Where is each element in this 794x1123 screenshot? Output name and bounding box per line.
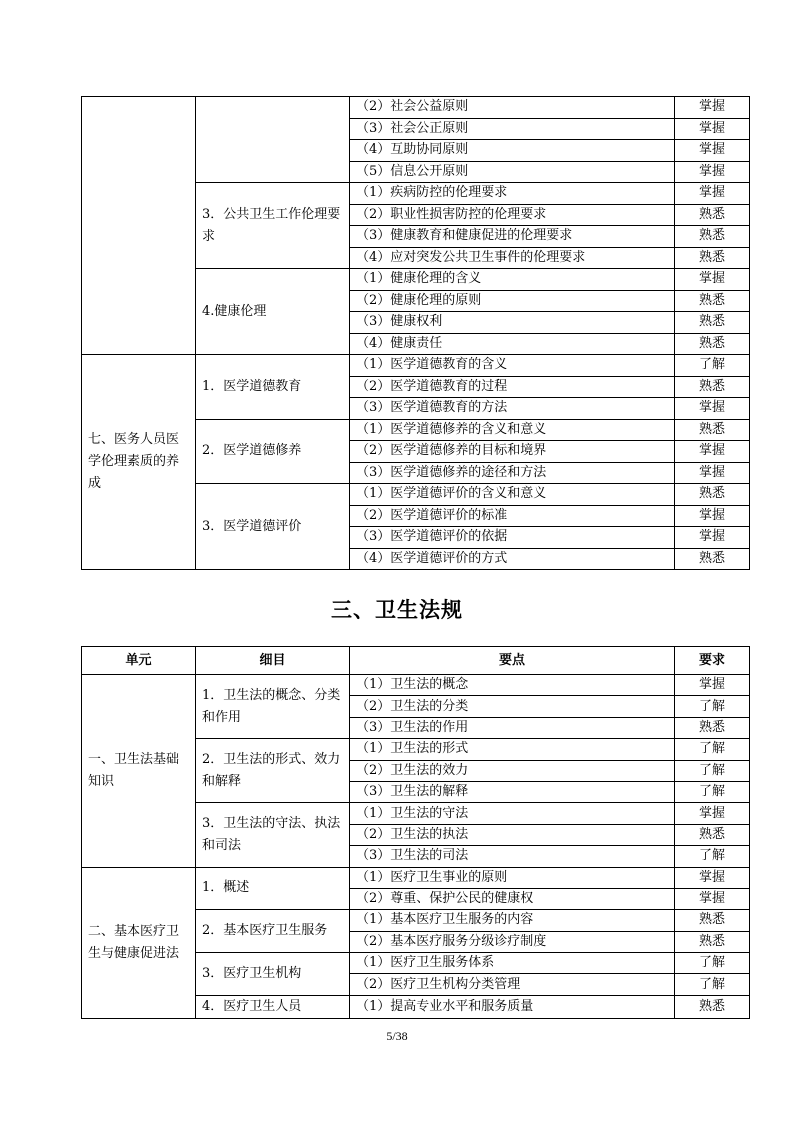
requirement-cell: 熟悉 [675, 717, 750, 738]
requirement-cell: 熟悉 [675, 995, 750, 1018]
table-header-row [82, 647, 750, 675]
point-cell: （1）医疗卫生服务体系 [350, 953, 675, 974]
requirement-cell: 了解 [675, 696, 750, 717]
requirement-cell: 掌握 [675, 118, 750, 140]
requirement-cell: 熟悉 [675, 333, 750, 355]
table-row [82, 355, 750, 377]
item-cell: 2．基本医疗卫生服务 [196, 910, 350, 953]
point-cell: （1）医疗卫生事业的原则 [350, 867, 675, 888]
point-cell: （1）卫生法的概念 [350, 675, 675, 696]
requirement-cell: 熟悉 [675, 910, 750, 931]
requirement-cell: 掌握 [675, 867, 750, 888]
requirement-cell: 了解 [675, 953, 750, 974]
requirement-cell: 掌握 [675, 888, 750, 909]
section-title: 三、卫生法规 [331, 598, 463, 622]
point-cell: （2）医学道德修养的目标和境界 [350, 441, 675, 463]
point-cell: （2）医学道德教育的过程 [350, 376, 675, 398]
requirement-cell: 了解 [675, 760, 750, 781]
requirement-cell: 掌握 [675, 527, 750, 549]
header-requirement: 要求 [675, 647, 750, 675]
table-row [82, 675, 750, 696]
requirement-cell: 掌握 [675, 462, 750, 484]
requirement-cell: 了解 [675, 355, 750, 377]
item-cell [196, 97, 350, 183]
unit-cell: 七、医务人员医学伦理素质的养成 [82, 355, 196, 570]
table-row [82, 97, 750, 119]
requirement-cell: 熟悉 [675, 824, 750, 845]
requirement-cell: 掌握 [675, 161, 750, 183]
point-cell: （3）医学道德教育的方法 [350, 398, 675, 420]
requirement-cell: 熟悉 [675, 931, 750, 952]
item-cell: 1．概述 [196, 867, 350, 910]
item-cell: 1．卫生法的概念、分类和作用 [196, 675, 350, 739]
point-cell: （2）尊重、保护公民的健康权 [350, 888, 675, 909]
point-cell: （2）卫生法的分类 [350, 696, 675, 717]
item-cell: 3．医学道德评价 [196, 484, 350, 570]
point-cell: （1）疾病防控的伦理要求 [350, 183, 675, 205]
requirement-cell: 熟悉 [675, 484, 750, 506]
ethics-table-continued [81, 96, 750, 570]
item-cell: 2．医学道德修养 [196, 419, 350, 484]
point-cell: （3）社会公正原则 [350, 118, 675, 140]
unit-cell: 一、卫生法基础知识 [82, 675, 196, 868]
requirement-cell: 熟悉 [675, 247, 750, 269]
point-cell: （2）健康伦理的原则 [350, 290, 675, 312]
requirement-cell: 掌握 [675, 803, 750, 824]
point-cell: （5）信息公开原则 [350, 161, 675, 183]
point-cell: （3）健康权利 [350, 312, 675, 334]
point-cell: （3）卫生法的司法 [350, 846, 675, 867]
requirement-cell: 掌握 [675, 398, 750, 420]
point-cell: （4）互助协同原则 [350, 140, 675, 162]
point-cell: （2）卫生法的效力 [350, 760, 675, 781]
requirement-cell: 熟悉 [675, 290, 750, 312]
item-cell: 3．卫生法的守法、执法和司法 [196, 803, 350, 867]
requirement-cell: 掌握 [675, 675, 750, 696]
item-cell: 3．医疗卫生机构 [196, 953, 350, 996]
requirement-cell: 熟悉 [675, 419, 750, 441]
point-cell: （4）应对突发公共卫生事件的伦理要求 [350, 247, 675, 269]
point-cell: （3）健康教育和健康促进的伦理要求 [350, 226, 675, 248]
header-unit: 单元 [82, 647, 196, 675]
point-cell: （4）健康责任 [350, 333, 675, 355]
point-cell: （3）卫生法的作用 [350, 717, 675, 738]
page-number: 5/38 [386, 1029, 408, 1043]
header-item: 细目 [196, 647, 350, 675]
unit-cell [82, 97, 196, 355]
header-point: 要点 [350, 647, 675, 675]
item-cell: 4.健康伦理 [196, 269, 350, 355]
point-cell: （3）医学道德修养的途径和方法 [350, 462, 675, 484]
item-cell: 3．公共卫生工作伦理要求 [196, 183, 350, 269]
point-cell: （3）医学道德评价的依据 [350, 527, 675, 549]
requirement-cell: 了解 [675, 781, 750, 802]
point-cell: （2）职业性损害防控的伦理要求 [350, 204, 675, 226]
requirement-cell: 熟悉 [675, 548, 750, 570]
point-cell: （1）医学道德修养的含义和意义 [350, 419, 675, 441]
requirement-cell: 了解 [675, 739, 750, 760]
point-cell: （1）医学道德教育的含义 [350, 355, 675, 377]
requirement-cell: 熟悉 [675, 204, 750, 226]
point-cell: （2）医学道德评价的标准 [350, 505, 675, 527]
requirement-cell: 掌握 [675, 97, 750, 119]
requirement-cell: 掌握 [675, 269, 750, 291]
requirement-cell: 掌握 [675, 140, 750, 162]
requirement-cell: 掌握 [675, 183, 750, 205]
table-row [82, 867, 750, 888]
point-cell: （2）基本医疗服务分级诊疗制度 [350, 931, 675, 952]
point-cell: （1）医学道德评价的含义和意义 [350, 484, 675, 506]
point-cell: （2）医疗卫生机构分类管理 [350, 974, 675, 995]
unit-cell: 二、基本医疗卫生与健康促进法 [82, 867, 196, 1018]
item-cell: 1．医学道德教育 [196, 355, 350, 420]
requirement-cell: 了解 [675, 846, 750, 867]
requirement-cell: 掌握 [675, 505, 750, 527]
point-cell: （2）社会公益原则 [350, 97, 675, 119]
point-cell: （3）卫生法的解释 [350, 781, 675, 802]
requirement-cell: 熟悉 [675, 312, 750, 334]
point-cell: （4）医学道德评价的方式 [350, 548, 675, 570]
health-law-table [81, 646, 750, 1019]
requirement-cell: 熟悉 [675, 226, 750, 248]
point-cell: （1）提高专业水平和服务质量 [350, 995, 675, 1018]
point-cell: （2）卫生法的执法 [350, 824, 675, 845]
item-cell: 2．卫生法的形式、效力和解释 [196, 739, 350, 803]
point-cell: （1）健康伦理的含义 [350, 269, 675, 291]
point-cell: （1）基本医疗卫生服务的内容 [350, 910, 675, 931]
requirement-cell: 了解 [675, 974, 750, 995]
requirement-cell: 熟悉 [675, 376, 750, 398]
point-cell: （1）卫生法的守法 [350, 803, 675, 824]
item-cell: 4．医疗卫生人员 [196, 995, 350, 1018]
requirement-cell: 掌握 [675, 441, 750, 463]
point-cell: （1）卫生法的形式 [350, 739, 675, 760]
